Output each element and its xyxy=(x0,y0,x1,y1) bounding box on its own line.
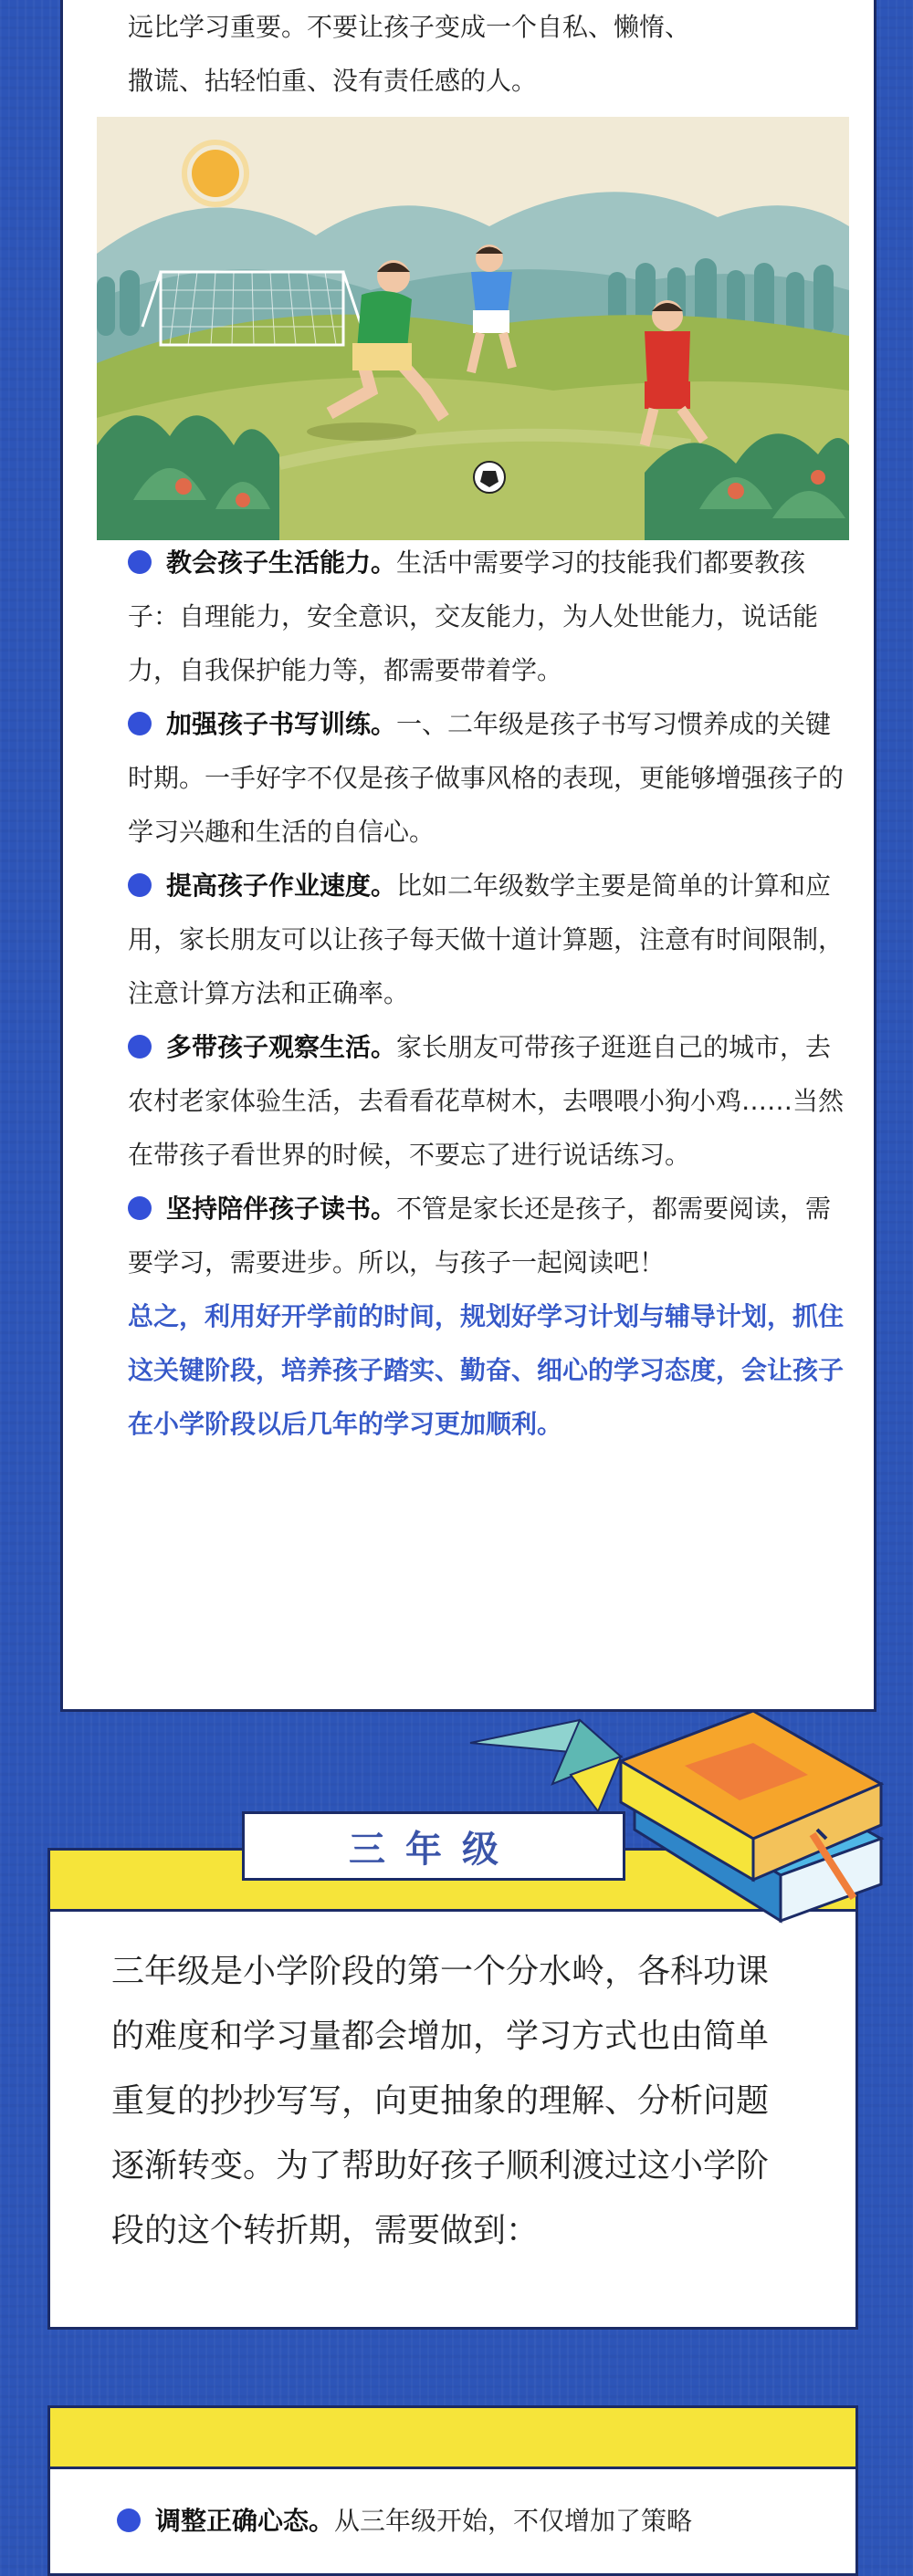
summary-paragraph: 总之，利用好开学前的时间，规划好学习计划与辅导计划，抓住这关键阶段，培养孩子踏实、勤奋、细心的学习态度，会让孩子在小学阶段以后几年的学习更加顺利。 xyxy=(128,1301,845,1439)
list-item xyxy=(117,2494,847,2548)
list-item xyxy=(128,697,849,859)
bullet-icon xyxy=(128,550,152,574)
section-body: 三年级是小学阶段的第一个分水岭，各科功课的难度和学习量都会增加，学习方式也由简单重复的抄抄写写，向更抽象的理解、分析问题逐渐转变。为了帮助好孩子顺利渡过这小学阶段的这个转折期，需要做到： xyxy=(111,1953,770,2249)
tip-heading: 加强孩子书写训练。 xyxy=(166,709,397,739)
tip-text: 生活中需要学习的技能我们都要教孩子：自理能力，安全意识，交友能力，为人处世能力，说话能力，自我保护能力等，都需要带着学。 xyxy=(128,548,819,685)
tip-text: 比如二年级数学主要是简单的计算和应用，家长朋友可以让孩子每天做十道计算题，注意有时间限制，注意计算方法和正确率。 xyxy=(128,871,845,1008)
list-item xyxy=(128,536,849,697)
tip-text: 从三年级开始，不仅增加了策略 xyxy=(334,2506,693,2536)
tip-text: 不管是家长还是孩子，都需要阅读，需要学习，需要进步。所以，与孩子一起阅读吧！ xyxy=(128,1194,832,1278)
tip-heading: 提高孩子作业速度。 xyxy=(166,871,397,901)
tip-heading: 教会孩子生活能力。 xyxy=(166,548,397,578)
tips-list xyxy=(128,536,849,1451)
bullet-icon xyxy=(128,1035,152,1059)
list-item xyxy=(128,1182,849,1289)
tip-heading: 坚持陪伴孩子读书。 xyxy=(166,1194,397,1224)
intro-line: 撒谎、拈轻怕重、没有责任感的人。 xyxy=(128,66,538,96)
list-item xyxy=(128,1020,849,1182)
children-playing-soccer-illustration xyxy=(97,117,849,540)
list-item xyxy=(128,859,849,1020)
intro-paragraph xyxy=(128,0,840,108)
tip-heading: 调整正确心态。 xyxy=(155,2506,335,2536)
tip-text: 家长朋友可带孩子逛逛自己的城市，去农村老家体验生活，去看看花草树木，去喂喂小狗小鸡……当然在带孩子看世界的时候，不要忘了进行说话练习。 xyxy=(128,1032,845,1170)
tip-text: 一、二年级是孩子书写习惯养成的关键时期。一手好字不仅是孩子做事风格的表现，更能够增强孩子的学习兴趣和生活的自信心。 xyxy=(128,709,845,847)
tip-heading: 多带孩子观察生活。 xyxy=(166,1032,397,1062)
bullet-icon xyxy=(128,712,152,735)
section-title-tab xyxy=(242,1811,625,1881)
bullet-icon xyxy=(128,1196,152,1220)
intro-line: 远比学习重要。不要让孩子变成一个自私、懒惰、 xyxy=(128,12,691,42)
bullet-icon xyxy=(128,873,152,897)
section-header-band xyxy=(47,2405,858,2469)
bullet-icon xyxy=(117,2508,141,2532)
section-title: 三年级 xyxy=(349,1828,519,1871)
